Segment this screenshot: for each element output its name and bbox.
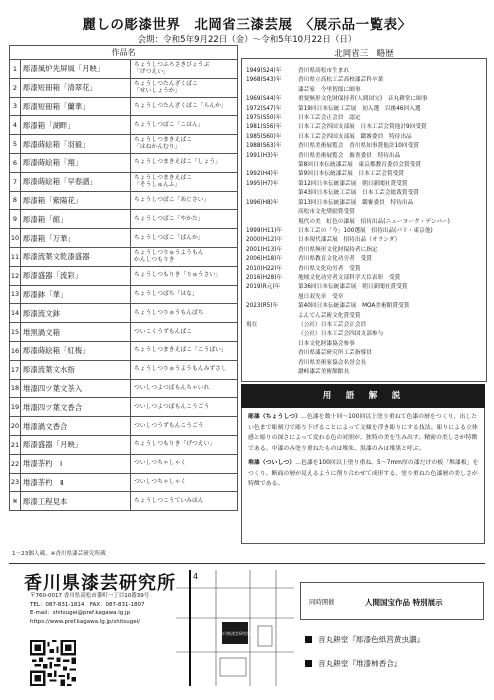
work-name: 彫漆箱「館」 <box>21 210 131 229</box>
work-number: 21 <box>10 435 21 454</box>
biography-text: （公社）日本工芸会正会員 <box>298 321 367 328</box>
work-reading <box>131 266 238 285</box>
work-number: ※ <box>10 492 21 511</box>
biography-row <box>246 359 484 368</box>
work-reading-line: ちょうしつばこ「ばんか」 <box>134 234 204 241</box>
terms-text <box>248 412 480 490</box>
biography-year: 2010(H22)年 <box>246 265 283 272</box>
work-reading-line: ついしつちゃしゃく <box>134 460 187 467</box>
term-tsuishitsu-desc: …色漆を100回以上塗り重ね、5〜7mm厚の漆だけの板「堆漆板」をつくり、断面の層が見えるように削り合わせて成形する。塗り重ねた色漆層の美しさが特徴である。 <box>248 460 479 487</box>
biography-year: 1992(H4)年 <box>246 171 279 178</box>
work-reading-line: ちょうしつたんざくばこ <box>134 80 198 87</box>
work-reading-line: ちょうしつばち「はな」 <box>134 290 198 297</box>
work-reading <box>131 454 238 473</box>
institute-email[interactable]: E-mail：shitsugei@pref.kagawa.lg.jp <box>30 610 131 617</box>
biography-year: 2000(H12)年 <box>246 237 283 244</box>
work-name: 彫漆盛器「月映」 <box>21 435 131 454</box>
work-row <box>10 435 238 454</box>
biography-row <box>246 133 484 142</box>
work-reading <box>131 247 238 266</box>
biography-text: 香川県高松市生まれ <box>298 68 350 74</box>
work-reading-line: ちょうしつまきえばこ「しょう」 <box>134 159 221 166</box>
biography-text: 第36回日本伝統漆芸展 朝日新聞社賞受賞 <box>298 284 408 291</box>
work-reading-line: 「そうしゅんふ」 <box>134 181 181 188</box>
work-name: 彫漆箱「湖畔」 <box>21 116 131 135</box>
qr-code-icon <box>30 640 76 686</box>
location-map <box>176 570 294 686</box>
work-number: 1 <box>10 60 21 79</box>
work-row <box>10 153 238 172</box>
biography-row <box>246 265 484 274</box>
work-number: 8 <box>10 191 21 210</box>
event-label: 同時開催 <box>309 598 335 606</box>
work-reading-line: 「はねかんむり」 <box>134 144 181 151</box>
terms-title: 用 語 解 説 <box>241 384 485 408</box>
biography-row <box>246 67 484 76</box>
work-row <box>10 135 238 154</box>
biography-text: 高松市文化奨励賞受賞 <box>298 209 355 216</box>
work-number: 20 <box>10 417 21 436</box>
work-row <box>10 454 238 473</box>
work-name: 堆漆茶杓 Ⅰ <box>21 454 131 473</box>
work-name: 彫漆蒔絵箱「翔」 <box>21 153 131 172</box>
biography-text: 香川県立高松工芸高校漆芸科卒業 <box>298 77 384 84</box>
work-reading <box>131 379 238 398</box>
work-number: 10 <box>10 229 21 248</box>
biography-row <box>246 105 484 114</box>
biography-row <box>246 293 484 302</box>
biography-row <box>246 76 484 85</box>
work-reading <box>131 172 238 191</box>
work-row <box>10 229 238 248</box>
work-number: 3 <box>10 97 21 116</box>
biography-year: 1988(S63)年 <box>246 143 282 150</box>
work-reading-line: ちょうしつもりき「げつえい」 <box>134 441 216 448</box>
work-reading-line: ちょうしつこうていみほん <box>134 497 204 504</box>
institute-marker-label: 香川県漆芸研究所 <box>219 631 251 636</box>
biography-row <box>246 180 484 189</box>
biography-text: 第40回日本伝統漆芸展 MOA美術館賞受賞 <box>298 303 410 310</box>
work-row <box>10 492 238 511</box>
biography-row <box>246 199 484 208</box>
work-reading-line: ついしつよつばもんこうごう <box>134 403 210 410</box>
work-reading-line: ちょうしつふろさきびょうぶ <box>134 61 210 68</box>
biography-row <box>246 321 484 330</box>
work-reading <box>131 229 238 248</box>
biography-text: 第13回日本伝統漆芸展 鑑審委員 特待出品 <box>298 199 414 206</box>
work-reading <box>131 435 238 454</box>
biography-box <box>241 49 487 382</box>
term-choshitsu-label: 彫漆（ちょうしつ） <box>248 414 302 420</box>
footer-divider <box>9 563 485 564</box>
biography-text: 讃岐漆芸美術館館長 <box>298 369 350 375</box>
bullet-icon <box>305 660 312 667</box>
biography-year <box>246 161 298 170</box>
biography-text: 第19回日本伝統工芸展 初入選 以後46回入選 <box>298 105 421 112</box>
biography-title: 北岡省三 略歴 <box>334 49 394 59</box>
biography-year: 1975(S50)年 <box>246 115 282 122</box>
biography-text: 香川県美術家協会名誉会長 <box>298 359 367 366</box>
work-number: 4 <box>10 116 21 135</box>
work-row <box>10 417 238 436</box>
work-number: 15 <box>10 323 21 342</box>
term-tsuishitsu-label: 堆漆（ついしつ） <box>248 460 296 466</box>
institute-name: 香川県漆芸研究所 <box>24 573 176 594</box>
work-number: 11 <box>10 247 21 266</box>
works-table <box>9 45 238 511</box>
biography-text: （公社）日本工芸会四国支部参与 <box>298 331 384 338</box>
work-reading <box>131 473 238 492</box>
biography-row <box>246 340 484 349</box>
work-row <box>10 116 238 135</box>
work-reading <box>131 398 238 417</box>
work-reading <box>131 116 238 135</box>
work-number: 7 <box>10 172 21 191</box>
work-reading <box>131 78 238 97</box>
biography-year: 1999(H11)年 <box>246 227 283 234</box>
work-reading-line: ちょうしつりゅうようもん <box>134 249 204 256</box>
biography-text: よんでん芸術文化賞受賞 <box>298 312 361 319</box>
work-number: 22 <box>10 454 21 473</box>
work-reading <box>131 210 238 229</box>
work-row <box>10 379 238 398</box>
biography-list <box>246 67 484 377</box>
biography-year: 2023(R5)年 <box>246 303 279 310</box>
biography-year: 2016(H28)年 <box>246 274 283 281</box>
work-row <box>10 266 238 285</box>
work-reading <box>131 341 238 360</box>
work-reading-line: ちょうしつりゅうもんばち <box>134 309 204 316</box>
exhibition-period: 会期：令和5年9月22日（金）〜令和5年10月22日（日） <box>137 35 357 45</box>
work-name: 彫漆盛器「流彩」 <box>21 266 131 285</box>
work-reading <box>131 417 238 436</box>
biography-text: 香川県漆芸研究所工芸指導員 <box>298 350 372 357</box>
biography-text: 日本工芸会正会員 認定 <box>298 115 361 122</box>
work-row <box>10 360 238 379</box>
work-reading-line: ついこくうずもんばこ <box>134 328 192 335</box>
work-row <box>10 210 238 229</box>
biography-row <box>246 255 484 264</box>
biography-year <box>246 312 298 321</box>
term-choshitsu <box>248 412 480 454</box>
biography-year <box>246 368 298 377</box>
work-reading-line: ついしつちゃしゃく <box>134 478 187 485</box>
biography-row <box>246 86 484 95</box>
biography-year <box>246 359 298 368</box>
biography-text: 重要無形文化財保持者(人間国宝) 音丸耕堂に師事 <box>298 96 428 103</box>
biography-row <box>246 236 484 245</box>
work-number: 2 <box>10 78 21 97</box>
work-name: 彫漆箱「万華」 <box>21 229 131 248</box>
institute-address: 〒760-0017 香川県高松市番町一丁目10番39号 <box>30 593 150 599</box>
biography-text: 香川県無形文化財保持者に指定 <box>298 246 378 253</box>
work-name: 堆漆四ツ葉文茶入 <box>21 379 131 398</box>
biography-year <box>246 208 298 217</box>
biography-year: 1995(H7)年 <box>246 180 279 187</box>
work-name: 彫漆鉢「華」 <box>21 285 131 304</box>
work-name: 彫漆箱「紫陽花」 <box>21 191 131 210</box>
biography-row <box>246 246 484 255</box>
biography-text: 旭日双光章 受章 <box>298 293 344 300</box>
page-title: 麗しの彫漆世界 北岡省三漆芸展 〈展示品一覧表〉 <box>82 17 412 33</box>
work-reading-line: 「げつえい」 <box>134 68 169 75</box>
biography-text: 香川県美術展覧会 審査委員 特待出品 <box>298 152 401 159</box>
biography-year <box>246 340 298 349</box>
work-reading-line: ちょうしつばこ「こはん」 <box>134 121 204 128</box>
event-title: 人間国宝作品 特別展示 <box>365 598 443 607</box>
biography-row <box>246 218 484 227</box>
work-reading-line: ちょうしつりゅうようもんみずさし <box>134 366 227 373</box>
work-number: 13 <box>10 285 21 304</box>
biography-year: 1949(S24)年 <box>246 68 282 74</box>
biography-row <box>246 161 484 170</box>
work-name: 彫漆蒔絵箱「早春譜」 <box>21 172 131 191</box>
work-reading-line: かんしつもりき <box>134 256 175 263</box>
biography-text: 地域文化功労者文部科学大臣表彰 受賞 <box>298 274 401 281</box>
work-number: 12 <box>10 266 21 285</box>
work-number: 23 <box>10 473 21 492</box>
work-name: 堆漆茶杓 Ⅱ <box>21 473 131 492</box>
work-row <box>10 172 238 191</box>
biography-row <box>246 95 484 104</box>
work-name: 彫漆流葉文乾漆盛器 <box>21 247 131 266</box>
work-reading <box>131 191 238 210</box>
biography-text: 現代の美 虹色の漆展 招待出品(ニューヨーク・デンバー) <box>298 218 450 225</box>
biography-year <box>246 349 298 358</box>
work-number: 17 <box>10 360 21 379</box>
biography-row <box>246 274 484 283</box>
work-name: 彫漆流葉文水指 <box>21 360 131 379</box>
biography-text: 漆芸家 今里智郎に師事 <box>298 86 361 93</box>
event-item <box>305 658 402 669</box>
biography-year: 1969(S44)年 <box>246 96 282 103</box>
work-reading-line: ちょうしつまきえばこ <box>134 137 192 144</box>
biography-year: 1981(S56)年 <box>246 124 282 131</box>
work-reading <box>131 97 238 116</box>
biography-year <box>246 330 298 339</box>
work-number: 14 <box>10 304 21 323</box>
biography-row <box>246 208 484 217</box>
biography-year: 1991(H3)年 <box>246 152 279 159</box>
biography-row <box>246 349 484 358</box>
biography-year <box>246 293 298 302</box>
biography-row <box>246 142 484 151</box>
work-name: 彫漆流文鉢 <box>21 304 131 323</box>
work-row <box>10 323 238 342</box>
work-name: 彫漆短冊箱「清翠花」 <box>21 78 131 97</box>
work-reading <box>131 285 238 304</box>
biography-row <box>246 123 484 132</box>
works-note: 1〜23個人蔵、※香川県漆芸研究所蔵 <box>12 551 106 557</box>
work-reading-line: ちょうしつたんざくばこ「らんか」 <box>134 102 227 109</box>
event-item-text: 音丸耕堂『彫漆色紙筥黄虫讃』 <box>318 635 425 644</box>
work-name: 堆漆渦文香合 <box>21 417 131 436</box>
biography-text: 日本工芸の「今」100選展 招待出品(パリ・東京他) <box>298 227 433 234</box>
work-reading-line: ちょうしつばこ「やかた」 <box>134 215 204 222</box>
biography-year <box>246 189 298 198</box>
biography-row <box>246 152 484 161</box>
biography-year: 2006(H18)年 <box>246 256 283 263</box>
biography-text: 香川県文化功労者 受賞 <box>298 265 361 272</box>
work-reading-line: ちょうしつもりき「りゅうさい」 <box>134 272 221 279</box>
work-reading-line: ちょうしつまきえばこ <box>134 174 192 181</box>
biography-row <box>246 227 484 236</box>
work-reading-line: 「せいしょうか」 <box>134 87 181 94</box>
biography-row <box>246 283 484 292</box>
biography-text: 日本文化財漆協会参事 <box>298 340 355 347</box>
work-row <box>10 60 238 79</box>
biography-year: 2001(H13)年 <box>246 246 283 253</box>
work-name: 彫漆風炉先屏風「月映」 <box>21 60 131 79</box>
work-reading-line: ちょうしつばこ「あじさい」 <box>134 196 210 203</box>
work-reading <box>131 492 238 511</box>
works-column-header: 作品名 <box>10 46 238 60</box>
biography-year <box>246 218 298 227</box>
work-number: 5 <box>10 135 21 154</box>
institute-contact <box>30 592 149 626</box>
work-name: 堆黒渦文箱 <box>21 323 131 342</box>
institute-url[interactable]: https://www.pref.kagawa.lg.jp/shitsugei/ <box>30 618 140 625</box>
work-number: 18 <box>10 379 21 398</box>
work-name: 彫漆蒔絵箱「羽毅」 <box>21 135 131 154</box>
biography-text: 第43回日本伝統工芸展 日本工芸会総裁賞受賞 <box>298 190 419 197</box>
work-number: 16 <box>10 341 21 360</box>
term-choshitsu-desc: …色漆を数十回〜100回以上塗り重ねて色漆の層をつくり、出したい色まで彫刻刀で彫り下げることによって文様を浮き彫りにする技法。彫りによる立体感と彫りの深さによって変わる色の対照が、独特の美を生み出す。精密の美しさが特徴である。中漆のみ塗り重ねたものは堆朱、黒漆のみは堆黒と呼ぶ。 <box>248 414 478 452</box>
work-reading-line: ついしつよつばもんちゃいれ <box>134 384 210 391</box>
biography-row <box>246 312 484 321</box>
work-number: 19 <box>10 398 21 417</box>
biography-text: 日本現代漆芸展 招待出品（オランダ） <box>298 237 401 244</box>
work-reading <box>131 360 238 379</box>
work-row <box>10 285 238 304</box>
work-reading <box>131 304 238 323</box>
event-item-text: 音丸耕堂『堆漆柿香合』 <box>318 659 402 668</box>
biography-text: 香川県教育文化功労者 受賞 <box>298 256 372 263</box>
bullet-icon <box>305 636 312 643</box>
work-reading <box>131 323 238 342</box>
biography-year: 現在 <box>246 321 258 328</box>
work-reading-line: ちょうしつまきえばこ「こうばい」 <box>134 347 227 354</box>
work-row <box>10 191 238 210</box>
biography-text: 日本工芸会四国支部展 日本工芸会賞他計9回受賞 <box>298 124 427 131</box>
biography-row <box>246 330 484 339</box>
biography-text: 第8回日本伝統漆芸展 東京都教育委員会賞受賞 <box>298 162 422 169</box>
work-number: 9 <box>10 210 21 229</box>
biography-row <box>246 189 484 198</box>
work-name: 彫漆工程見本 <box>21 492 131 511</box>
work-row <box>10 97 238 116</box>
biography-row <box>246 114 484 123</box>
work-reading <box>131 60 238 79</box>
work-row <box>10 398 238 417</box>
biography-row <box>246 170 484 179</box>
biography-row <box>246 302 484 311</box>
work-row <box>10 341 238 360</box>
work-row <box>10 473 238 492</box>
work-row <box>10 247 238 266</box>
work-row <box>10 304 238 323</box>
route-number: 4 <box>193 572 199 581</box>
biography-year: 1996(H8)年 <box>246 199 279 206</box>
biography-year: 2019(R元)年 <box>246 284 281 291</box>
biography-text: 香川県美術展覧会 香川県知事賞他計10回受賞 <box>298 143 419 150</box>
biography-year <box>246 86 298 95</box>
biography-year: 1972(S47)年 <box>246 105 282 112</box>
work-name: 彫漆蒔絵箱「紅梅」 <box>21 341 131 360</box>
biography-text: 日本工芸会四国支部展 鑑審委員 特待出品 <box>298 133 412 140</box>
institute-phone: TEL：087-831-1814 FAX：087-831-1807 <box>30 601 145 608</box>
work-reading <box>131 153 238 172</box>
work-reading <box>131 135 238 154</box>
work-row <box>10 78 238 97</box>
biography-row <box>246 368 484 377</box>
work-name: 堆漆四ツ葉文香合 <box>21 398 131 417</box>
concurrent-exhibition-box <box>300 582 484 620</box>
biography-year: 1985(S60)年 <box>246 133 282 140</box>
biography-year: 1968(S43)年 <box>246 77 282 84</box>
biography-text: 第12回日本伝統漆芸展 朝日新聞社賞受賞 <box>298 180 408 187</box>
work-name: 彫漆短冊箱「蘭華」 <box>21 97 131 116</box>
event-item <box>305 634 424 645</box>
work-number: 6 <box>10 153 21 172</box>
term-tsuishitsu <box>248 458 480 490</box>
biography-text: 第9回日本伝統漆芸展 日本工芸会賞受賞 <box>298 171 404 178</box>
work-reading-line: ついしつうずもんこうごう <box>134 422 204 429</box>
